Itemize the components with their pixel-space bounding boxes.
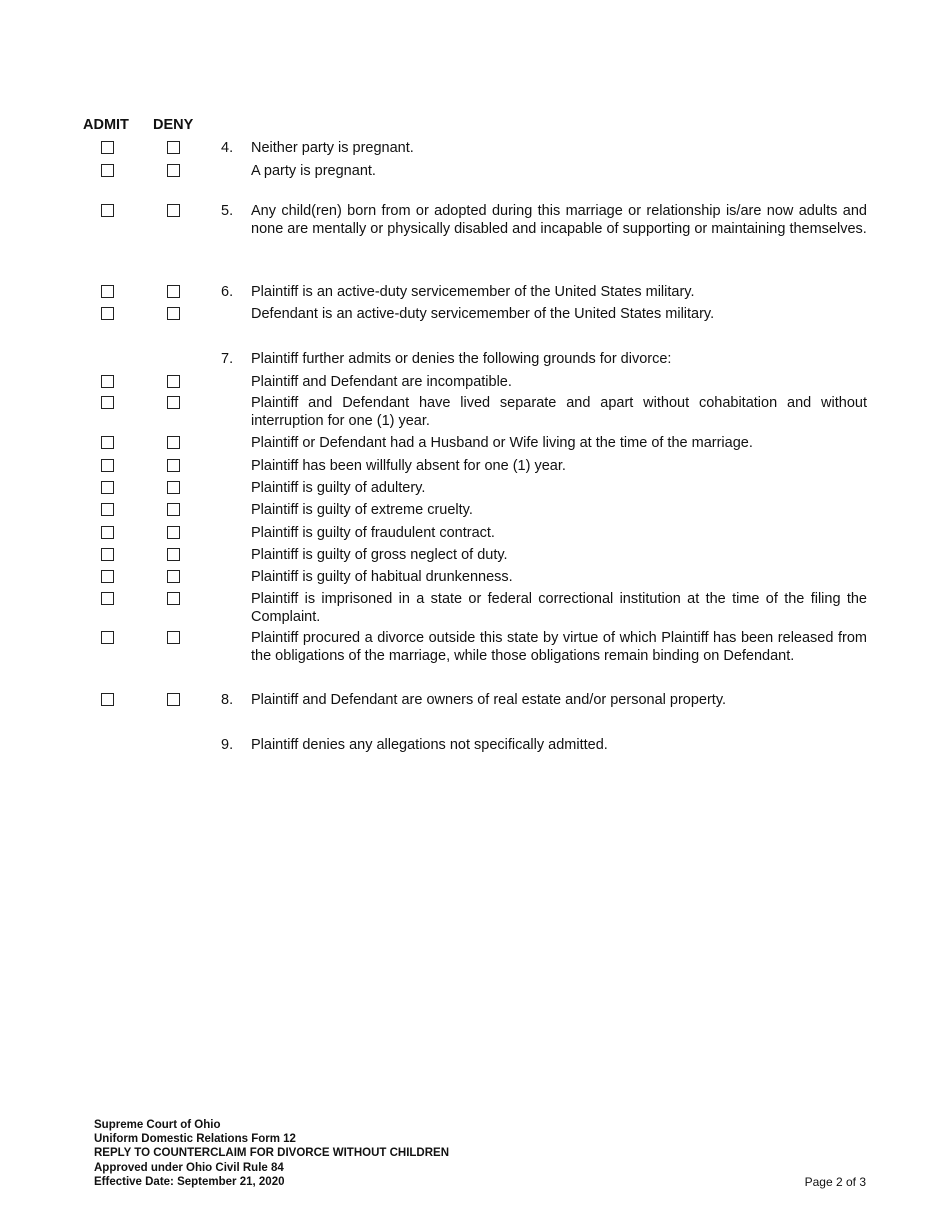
admit-checkbox[interactable] [101, 436, 114, 449]
admit-checkbox[interactable] [101, 526, 114, 539]
deny-checkbox[interactable] [167, 592, 180, 605]
admit-checkbox[interactable] [101, 592, 114, 605]
footer-form-title: REPLY TO COUNTERCLAIM FOR DIVORCE WITHOUT CHILDREN [94, 1147, 450, 1160]
footer-effective-date: Effective Date: September 21, 2020 [94, 1175, 285, 1188]
admit-checkbox[interactable] [101, 459, 114, 472]
deny-checkbox[interactable] [167, 526, 180, 539]
deny-checkbox[interactable] [167, 396, 180, 409]
item-number: 4. [221, 140, 234, 156]
item-text: Plaintiff and Defendant are incompatible. [251, 374, 512, 390]
footer-court: Supreme Court of Ohio [94, 1119, 221, 1131]
page-number: Page 2 of 3 [804, 1175, 866, 1189]
admit-column-header: ADMIT [83, 117, 129, 133]
deny-checkbox[interactable] [167, 204, 180, 217]
admit-checkbox[interactable] [101, 164, 114, 177]
item-number: 6. [221, 284, 234, 300]
deny-checkbox[interactable] [167, 375, 180, 388]
deny-checkbox[interactable] [167, 481, 180, 494]
item-text: Plaintiff further admits or denies the following grounds for divorce: [251, 351, 672, 367]
admit-checkbox[interactable] [101, 693, 114, 706]
item-number: 8. [221, 692, 234, 708]
admit-checkbox[interactable] [101, 375, 114, 388]
item-text: Plaintiff or Defendant had a Husband or Wife living at the time of the marriage. [251, 435, 753, 451]
admit-checkbox[interactable] [101, 631, 114, 644]
deny-checkbox[interactable] [167, 548, 180, 561]
deny-checkbox[interactable] [167, 307, 180, 320]
admit-checkbox[interactable] [101, 307, 114, 320]
deny-checkbox[interactable] [167, 570, 180, 583]
item-text: Plaintiff is guilty of habitual drunkenness. [251, 569, 513, 585]
item-number: 9. [221, 737, 234, 753]
admit-checkbox[interactable] [101, 396, 114, 409]
item-text: Plaintiff is guilty of gross neglect of duty. [251, 547, 508, 563]
item-text: Plaintiff has been willfully absent for one (1) year. [251, 458, 566, 474]
item-number: 5. [221, 203, 234, 219]
deny-checkbox[interactable] [167, 459, 180, 472]
deny-checkbox[interactable] [167, 285, 180, 298]
item-text: Plaintiff procured a divorce outside this state by virtue of which Plaintiff has been released from the obligations of the marriage, while those obligations remain binding on Defendant. [251, 630, 867, 664]
admit-checkbox[interactable] [101, 285, 114, 298]
deny-checkbox[interactable] [167, 164, 180, 177]
deny-column-header: DENY [153, 117, 194, 133]
deny-checkbox[interactable] [167, 631, 180, 644]
admit-checkbox[interactable] [101, 481, 114, 494]
item-text: Any child(ren) born from or adopted during this marriage or relationship is/are now adults and none are mentally or physically disabled and incapable of supporting or maintaining themselves. [251, 203, 867, 237]
admit-checkbox[interactable] [101, 548, 114, 561]
item-text: Plaintiff is guilty of extreme cruelty. [251, 502, 473, 518]
admit-checkbox[interactable] [101, 570, 114, 583]
deny-checkbox[interactable] [167, 503, 180, 516]
deny-checkbox[interactable] [167, 693, 180, 706]
item-text: Plaintiff and Defendant are owners of real estate and/or personal property. [251, 692, 727, 708]
item-text: Neither party is pregnant. [251, 140, 414, 156]
item-text: A party is pregnant. [251, 163, 376, 179]
deny-checkbox[interactable] [167, 141, 180, 154]
form-footer [94, 1118, 449, 1189]
footer-approval: Approved under Ohio Civil Rule 84 [94, 1161, 284, 1174]
item-text: Plaintiff is an active-duty servicemember of the United States military. [251, 284, 695, 300]
footer-form-number: Uniform Domestic Relations Form 12 [94, 1133, 296, 1146]
item-text: Defendant is an active-duty servicemember of the United States military. [251, 306, 715, 322]
item-text: Plaintiff denies any allegations not specifically admitted. [251, 737, 608, 753]
admit-checkbox[interactable] [101, 204, 114, 217]
deny-checkbox[interactable] [167, 436, 180, 449]
admit-checkbox[interactable] [101, 141, 114, 154]
item-text: Plaintiff is imprisoned in a state or federal correctional institution at the time of the filing the Complaint. [251, 591, 867, 625]
item-text: Plaintiff is guilty of fraudulent contract. [251, 525, 495, 541]
admit-checkbox[interactable] [101, 503, 114, 516]
item-text: Plaintiff is guilty of adultery. [251, 480, 426, 496]
item-number: 7. [221, 351, 234, 367]
item-text: Plaintiff and Defendant have lived separate and apart without cohabitation and without interruption for one (1) year. [251, 395, 867, 429]
